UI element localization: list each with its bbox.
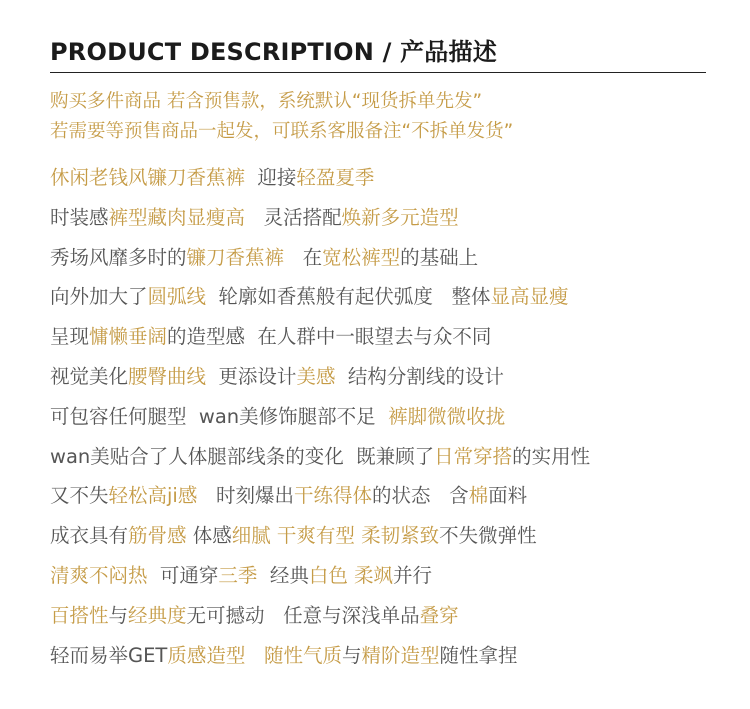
description-line (50, 200, 590, 240)
highlight-text: 白色 柔飒 (308, 563, 394, 587)
highlight-text: 焕新多元造型 (341, 205, 459, 229)
body-text: 可通穿 (147, 563, 219, 587)
description-line (50, 439, 590, 479)
body-text: 又不失 (50, 484, 109, 508)
body-text: 更添设计 (206, 364, 297, 388)
notice-line: 若需要等预售商品一起发，可联系客服备注“不拆单发货” (50, 121, 514, 142)
highlight-text: 腰臀曲线 (128, 364, 207, 388)
description-line (50, 558, 590, 598)
notice-line: 购买多件商品 若含预售款，系统默认“现货拆单先发” (50, 91, 483, 112)
highlight-text: 清爽不闷热 (50, 563, 148, 587)
highlight-text: 三季 (218, 563, 258, 587)
title-divider (50, 72, 706, 73)
highlight-text: 质感造型 (167, 643, 246, 667)
highlight-text: 裤型藏肉显瘦高 (108, 205, 246, 229)
highlight-text: 镰刀香蕉裤 (186, 245, 285, 269)
highlight-text: 棉 (468, 484, 489, 508)
body-text: 面料 (488, 484, 528, 508)
body-text: 与 (108, 603, 129, 627)
highlight-text: 宽松裤型 (322, 245, 401, 269)
body-text: 体感 (186, 524, 232, 548)
highlight-text: 百搭性 (50, 603, 109, 627)
highlight-text: 显高显瘦 (490, 285, 569, 309)
body-text: 随性拿捏 (439, 643, 518, 667)
highlight-text: 经典度 (128, 603, 187, 627)
body-text: 经典 (257, 563, 309, 587)
highlight-text: 叠穿 (419, 603, 459, 627)
body-text: 无可撼动 任意与深浅单品 (186, 603, 420, 627)
presale-notice (50, 87, 513, 147)
body-text: 的基础上 (400, 245, 479, 269)
body-text: 呈现 (50, 325, 90, 349)
body-text: 与 (341, 643, 362, 667)
highlight-text: 美感 (296, 364, 336, 388)
body-text: 结构分割线的设计 (335, 364, 504, 388)
description-line (50, 319, 590, 359)
highlight-text: 裤脚微微收拢 (388, 404, 506, 428)
highlight-text: 细腻 干爽有型 柔韧紧致 (231, 524, 440, 548)
body-text: 在 (284, 245, 323, 269)
body-text (245, 644, 264, 667)
highlight-text: 日常穿搭 (434, 444, 513, 468)
description-line (50, 638, 590, 678)
highlight-text: 轻松高ji感 (108, 484, 198, 508)
description-line (50, 598, 590, 638)
highlight-text: 圆弧线 (147, 285, 207, 309)
body-text: wan美贴合了人体腿部线条的变化 既兼顾了 (50, 444, 435, 468)
description-line (50, 240, 590, 280)
description-line (50, 359, 590, 399)
description-lines (50, 160, 590, 677)
body-text: 迎接 (245, 166, 297, 189)
body-text: 时刻爆出 (197, 484, 294, 508)
description-line (50, 399, 590, 439)
highlight-text: 慵懒垂阔 (89, 325, 168, 349)
description-line (50, 160, 590, 200)
body-text: 不失微弹性 (439, 524, 537, 548)
body-text: 视觉美化 (50, 364, 129, 388)
body-text: 并行 (393, 563, 433, 587)
body-text: 可包容任何腿型 wan美修饰腿部不足 (50, 404, 389, 428)
body-text: 向外加大了 (50, 285, 148, 309)
highlight-text: 干练得体 (293, 484, 372, 508)
highlight-text: 精阶造型 (361, 643, 440, 667)
body-text: 灵活搭配 (245, 205, 342, 229)
page-title: PRODUCT DESCRIPTION / 产品描述 (50, 38, 497, 66)
body-text: 轻而易举GET (50, 643, 168, 667)
body-text: 时装感 (50, 205, 109, 229)
description-line (50, 518, 590, 558)
description-line (50, 279, 590, 319)
highlight-text: 轻盈夏季 (296, 166, 375, 189)
description-line (50, 478, 590, 518)
body-text: 轮廓如香蕉般有起伏弧度 整体 (206, 285, 491, 309)
highlight-text: 筋骨感 (128, 524, 187, 548)
body-text: 成衣具有 (50, 524, 129, 548)
body-text: 的实用性 (512, 444, 591, 468)
highlight-text: 休闲老钱风镰刀香蕉裤 (50, 166, 246, 189)
body-text: 秀场风靡多时的 (50, 245, 187, 269)
highlight-text: 随性气质 (263, 643, 342, 667)
body-text: 的造型感 在人群中一眼望去与众不同 (167, 325, 492, 349)
body-text: 的状态 含 (371, 484, 469, 508)
